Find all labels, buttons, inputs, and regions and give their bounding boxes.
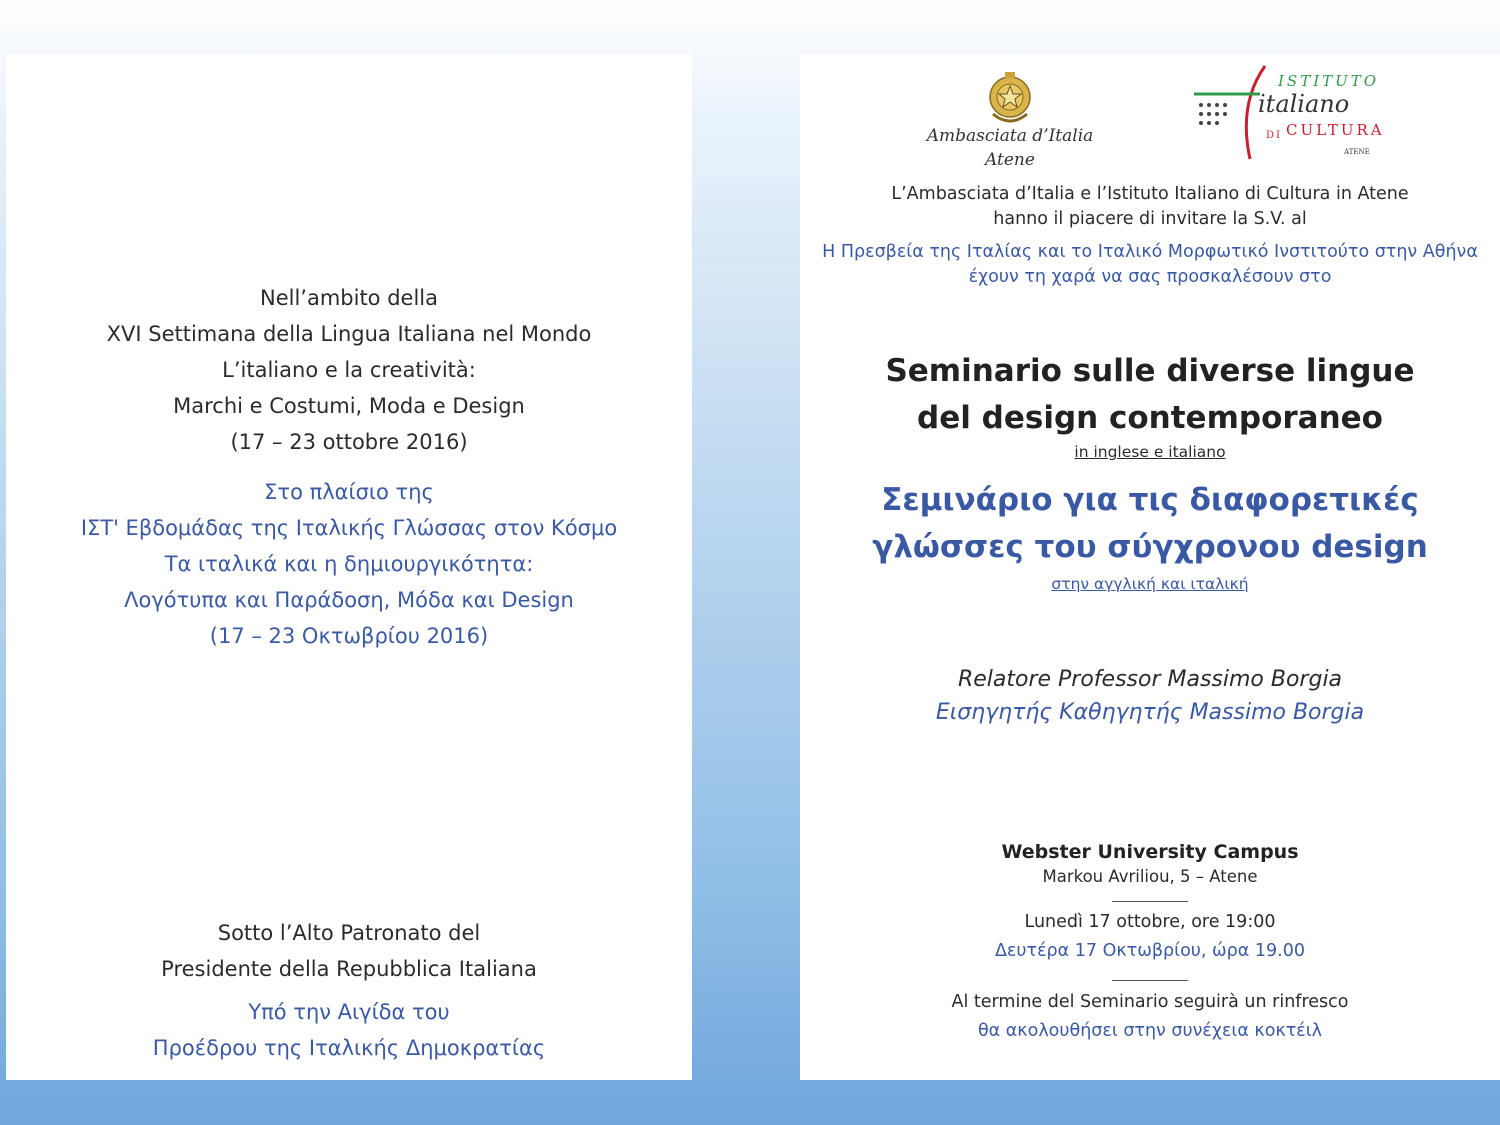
invite-gr-line: Η Πρεσβεία της Ιταλίας και το Ιταλικό Μορφωτικό Ινστιτούτο στην Αθήνα <box>822 242 1478 262</box>
intro-italian <box>6 280 692 460</box>
title-it-line: Seminario sulle diverse lingue <box>885 353 1415 389</box>
venue-address: Markou Avriliou, 5 – Atene <box>1042 867 1258 886</box>
iic-istituto: ISTITUTO <box>1278 72 1380 90</box>
intro-it-line: Marchi e Costumi, Moda e Design <box>173 394 525 418</box>
intro-greek <box>6 474 692 654</box>
seminar-title-italian <box>800 348 1500 442</box>
venue-name: Webster University Campus <box>1001 841 1299 863</box>
patronage-it-line: Sotto l’Alto Patronato del <box>217 921 481 945</box>
embassy-logo <box>910 70 1110 170</box>
seminar-title-greek <box>800 477 1500 571</box>
language-note-greek: στην αγγλική και ιταλική <box>1051 575 1249 593</box>
invite-italian <box>800 182 1500 232</box>
left-page <box>6 54 692 1080</box>
iic-cultura: CULTURA <box>1286 121 1385 139</box>
invite-gr-line: έχουν τη χαρά να σας προσκαλέσουν στο <box>968 267 1332 287</box>
title-gr-line: γλώσσες του σύγχρονου design <box>872 529 1428 565</box>
date-greek: Δευτέρα 17 Οκτωβρίου, ώρα 19.00 <box>995 941 1305 961</box>
title-it-line: del design contemporaneo <box>917 400 1383 436</box>
embassy-city: Atene <box>985 150 1035 170</box>
invite-it-line: hanno il piacere di invitare la S.V. al <box>993 209 1307 229</box>
speaker-italian: Relatore Professor Massimo Borgia <box>957 667 1343 692</box>
patronage-greek <box>6 994 692 1066</box>
divider <box>1112 980 1188 981</box>
intro-it-line: L’italiano e la creatività: <box>222 358 476 382</box>
intro-gr-line: ΙΣΤ' Εβδομάδας της Ιταλικής Γλώσσας στον Κόσμο <box>80 516 618 540</box>
closing-greek: θα ακολουθήσει στην συνέχεια κοκτέιλ <box>977 1021 1323 1041</box>
patronage-italian <box>6 915 692 987</box>
intro-gr-line: Τα ιταλικά και η δημιουργικότητα: <box>164 552 534 576</box>
intro-it-line: (17 – 23 ottobre 2016) <box>230 430 468 454</box>
title-gr-line: Σεμινάριο για τις διαφορετικές <box>881 482 1419 518</box>
intro-gr-line: Λογότυπα και Παράδοση, Μόδα και Design <box>124 588 574 612</box>
embassy-name: Ambasciata d’Italia <box>926 126 1094 146</box>
iic-italiano: italiano <box>1258 90 1350 118</box>
italian-emblem-icon <box>985 70 1035 128</box>
patronage-gr-line: Προέδρου της Ιταλικής Δημοκρατίας <box>152 1036 546 1060</box>
speaker-greek: Εισηγητής Καθηγητής Massimo Borgia <box>935 700 1365 725</box>
patronage-gr-line: Υπό την Αιγίδα του <box>248 1000 450 1024</box>
iic-di: DI <box>1266 130 1282 141</box>
right-page <box>800 54 1500 1080</box>
iic-logo <box>1190 64 1385 164</box>
intro-it-line: Nell’ambito della <box>259 286 438 310</box>
closing-italian: Al termine del Seminario seguirà un rinfresco <box>951 992 1349 1012</box>
intro-gr-line: (17 – 23 Οκτωβρίου 2016) <box>209 624 489 648</box>
invite-it-line: L’Ambasciata d’Italia e l’Istituto Italiano di Cultura in Atene <box>891 184 1409 204</box>
patronage-it-line: Presidente della Repubblica Italiana <box>161 957 537 981</box>
language-note-italian: in inglese e italiano <box>1074 443 1226 461</box>
divider <box>1112 901 1188 902</box>
intro-gr-line: Στο πλαίσιο της <box>264 480 434 504</box>
iic-atene: ATENE <box>1344 148 1370 156</box>
date-italian: Lunedì 17 ottobre, ore 19:00 <box>1024 912 1276 932</box>
invite-greek <box>800 240 1500 290</box>
intro-it-line: XVI Settimana della Lingua Italiana nel Mondo <box>106 322 592 346</box>
